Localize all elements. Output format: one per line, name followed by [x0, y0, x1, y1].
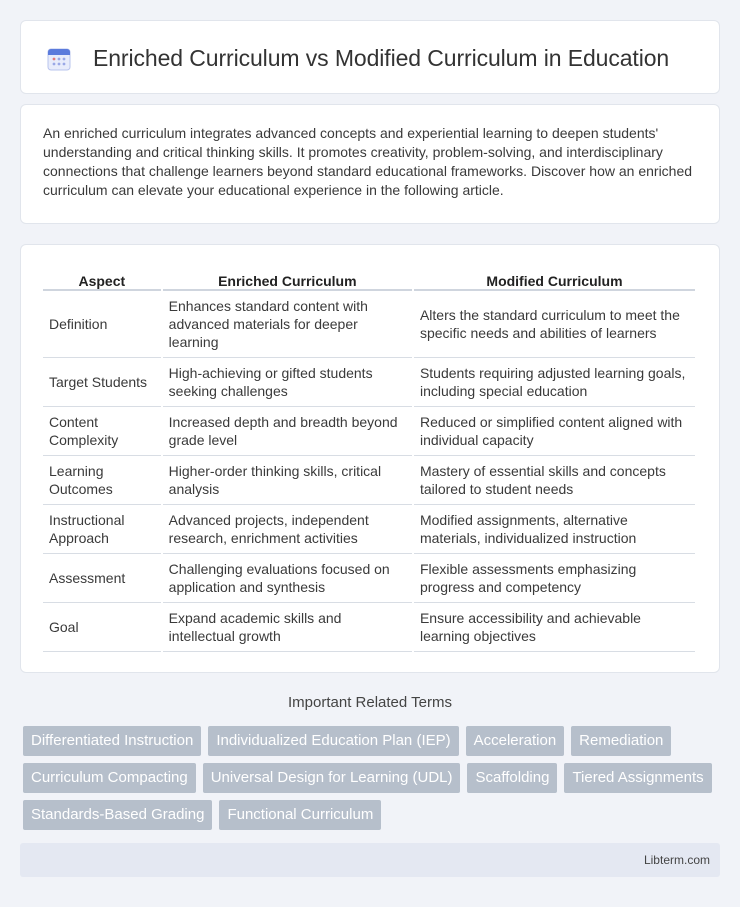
header-card [20, 20, 720, 94]
related-term-tag[interactable]: Scaffolding [467, 763, 557, 793]
header-modified: Modified Curriculum [414, 264, 695, 291]
related-term-tag[interactable]: Tiered Assignments [564, 763, 711, 793]
cell-aspect: Target Students [43, 358, 161, 407]
page-title: Enriched Curriculum vs Modified Curriculum in Education [93, 45, 670, 71]
cell-enriched: Higher-order thinking skills, critical analysis [163, 456, 412, 505]
header-enriched: Enriched Curriculum [163, 264, 412, 291]
table-row [43, 407, 695, 456]
cell-aspect: Definition [43, 291, 161, 358]
cell-aspect: Learning Outcomes [43, 456, 161, 505]
comparison-card [20, 244, 720, 673]
related-term-tag[interactable]: Standards-Based Grading [23, 800, 212, 830]
table-row [43, 291, 695, 358]
header-aspect: Aspect [43, 264, 161, 291]
cell-enriched: Enhances standard content with advanced materials for deeper learning [163, 291, 412, 358]
footer [20, 843, 720, 877]
table-row [43, 358, 695, 407]
cell-aspect: Content Complexity [43, 407, 161, 456]
related-term-tag[interactable]: Acceleration [466, 726, 565, 756]
related-term-tag[interactable]: Remediation [571, 726, 671, 756]
cell-enriched: Advanced projects, independent research, enrichment activities [163, 505, 412, 554]
table-row [43, 603, 695, 652]
table-row [43, 554, 695, 603]
cell-modified: Students requiring adjusted learning goals, including special education [414, 358, 695, 407]
cell-modified: Ensure accessibility and achievable learning objectives [414, 603, 695, 652]
related-term-tag[interactable]: Universal Design for Learning (UDL) [203, 763, 461, 793]
intro-text: An enriched curriculum integrates advanced concepts and experiential learning to deepen students' understanding and critical thinking skills. It promotes creativity, problem-solving, and interdisciplinary connections that challenge learners beyond standard educational frameworks. Discover how an enriched curriculum can elevate your educational experience in the following article. [43, 125, 693, 198]
cell-modified: Mastery of essential skills and concepts tailored to student needs [414, 456, 695, 505]
cell-modified: Alters the standard curriculum to meet the specific needs and abilities of learners [414, 291, 695, 358]
related-term-tag[interactable]: Curriculum Compacting [23, 763, 196, 793]
cell-modified: Modified assignments, alternative materials, individualized instruction [414, 505, 695, 554]
comparison-table [41, 264, 697, 652]
calendar-icon [46, 46, 72, 72]
cell-enriched: Challenging evaluations focused on application and synthesis [163, 554, 412, 603]
related-terms-list [23, 726, 723, 830]
table-row [43, 505, 695, 554]
cell-enriched: High-achieving or gifted students seeking challenges [163, 358, 412, 407]
cell-modified: Reduced or simplified content aligned with individual capacity [414, 407, 695, 456]
intro-card [20, 104, 720, 224]
related-terms-title: Important Related Terms [288, 694, 452, 711]
cell-aspect: Goal [43, 603, 161, 652]
cell-enriched: Increased depth and breadth beyond grade level [163, 407, 412, 456]
cell-modified: Flexible assessments emphasizing progress and competency [414, 554, 695, 603]
cell-enriched: Expand academic skills and intellectual growth [163, 603, 412, 652]
cell-aspect: Instructional Approach [43, 505, 161, 554]
cell-aspect: Assessment [43, 554, 161, 603]
related-term-tag[interactable]: Functional Curriculum [219, 800, 381, 830]
related-term-tag[interactable]: Individualized Education Plan (IEP) [208, 726, 458, 756]
footer-site-link[interactable]: Libterm.com [643, 853, 710, 867]
related-term-tag[interactable]: Differentiated Instruction [23, 726, 201, 756]
table-header-row [43, 264, 695, 291]
table-row [43, 456, 695, 505]
